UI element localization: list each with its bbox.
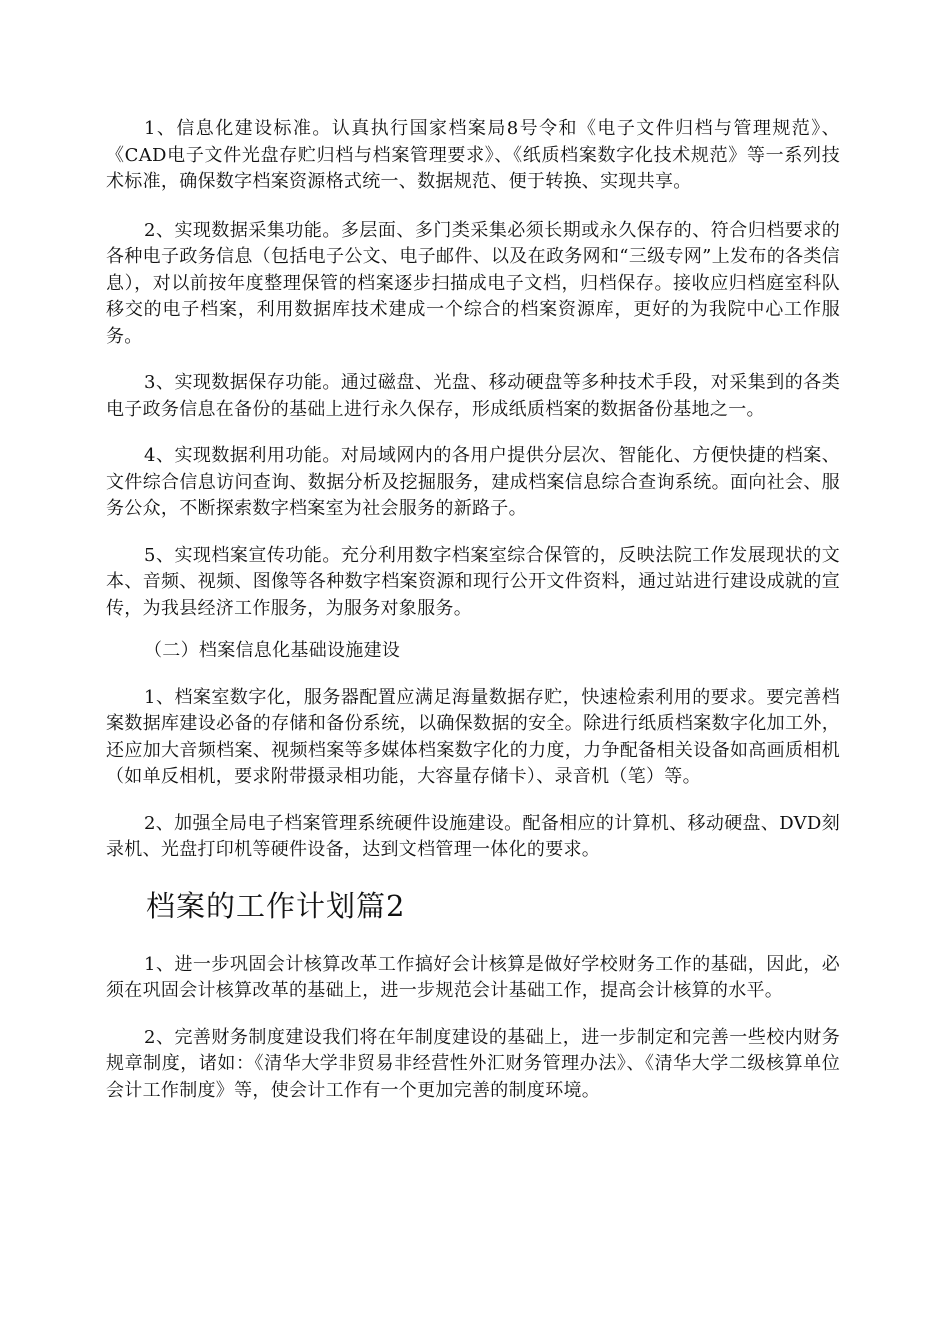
paragraph-hardware: 2、加强全局电子档案管理系统硬件设施建设。配备相应的计算机、移动硬盘、DVD刻录机、光盘打印机等硬件设备，达到文档管理一体化的要求。 <box>106 812 840 860</box>
subheading-infrastructure: （二）档案信息化基础设施建设 <box>144 640 401 661</box>
paragraph-archive-publicity: 5、实现档案宣传功能。充分利用数字档案室综合保管的，反映法院工作发展现状的文本、音频、视频、图像等各种数字档案资源和现行公开文件资料，通过站进行建设成就的宣传，为我县经济工作服务，为服务对象服务。 <box>106 544 840 619</box>
paragraph-data-utilization: 4、实现数据利用功能。对局域网内的各用户提供分层次、智能化、方便快捷的档案、文件综合信息访问查询、数据分析及挖掘服务，建成档案信息综合查询系统。面向社会、服务公众，不断探索数字档案室为社会服务的新路子。 <box>106 445 840 519</box>
paragraph-data-collection: 2、实现数据采集功能。多层面、多门类采集必须长期或永久保存的、符合归档要求的各种电子政务信息（包括电子公文、电子邮件、以及在政务网和“三级专网”上发布的各类信息），对以前按年度整理保管的档案逐步扫描成电子文档，归档保存。接收应归档庭室科队移交的电子档案，利用数据库技术建成一个综合的档案资源库，更好的为我院中心工作服务。 <box>106 219 840 347</box>
section-title: 档案的工作计划篇2 <box>146 888 406 923</box>
paragraph-accounting-reform: 1、进一步巩固会计核算改革工作搞好会计核算是做好学校财务工作的基础，因此，必须在巩固会计核算改革的基础上，进一步规范会计基础工作，提高会计核算的水平。 <box>106 953 840 1001</box>
paragraph-finance-rules: 2、完善财务制度建设我们将在年制度建设的基础上，进一步制定和完善一些校内财务规章制度，诸如：《清华大学非贸易非经营性外汇财务管理办法》、《清华大学二级核算单位会计工作制度》等，使会计工作有一个更加完善的制度环境。 <box>106 1026 840 1101</box>
paragraph-info-standards: 1、信息化建设标准。认真执行国家档案局8号令和《电子文件归档与管理规范》、《CAD电子文件光盘存贮归档与档案管理要求》、《纸质档案数字化技术规范》等一系列技术标准，确保数字档案资源格式统一、数据规范、便于转换、实现共享。 <box>106 118 840 192</box>
paragraph-data-storage: 3、实现数据保存功能。通过磁盘、光盘、移动硬盘等多种技术手段，对采集到的各类电子政务信息在备份的基础上进行永久保存，形成纸质档案的数据备份基地之一。 <box>106 372 840 420</box>
paragraph-digitization: 1、档案室数字化，服务器配置应满足海量数据存贮，快速检索利用的要求。要完善档案数据库建设必备的存储和备份系统，以确保数据的安全。除进行纸质档案数字化加工外，还应加大音频档案、视频档案等多媒体档案数字化的力度，力争配备相关设备如高画质相机（如单反相机，要求附带摄录相功能，大容量存储卡）、录音机（笔）等。 <box>106 686 840 787</box>
